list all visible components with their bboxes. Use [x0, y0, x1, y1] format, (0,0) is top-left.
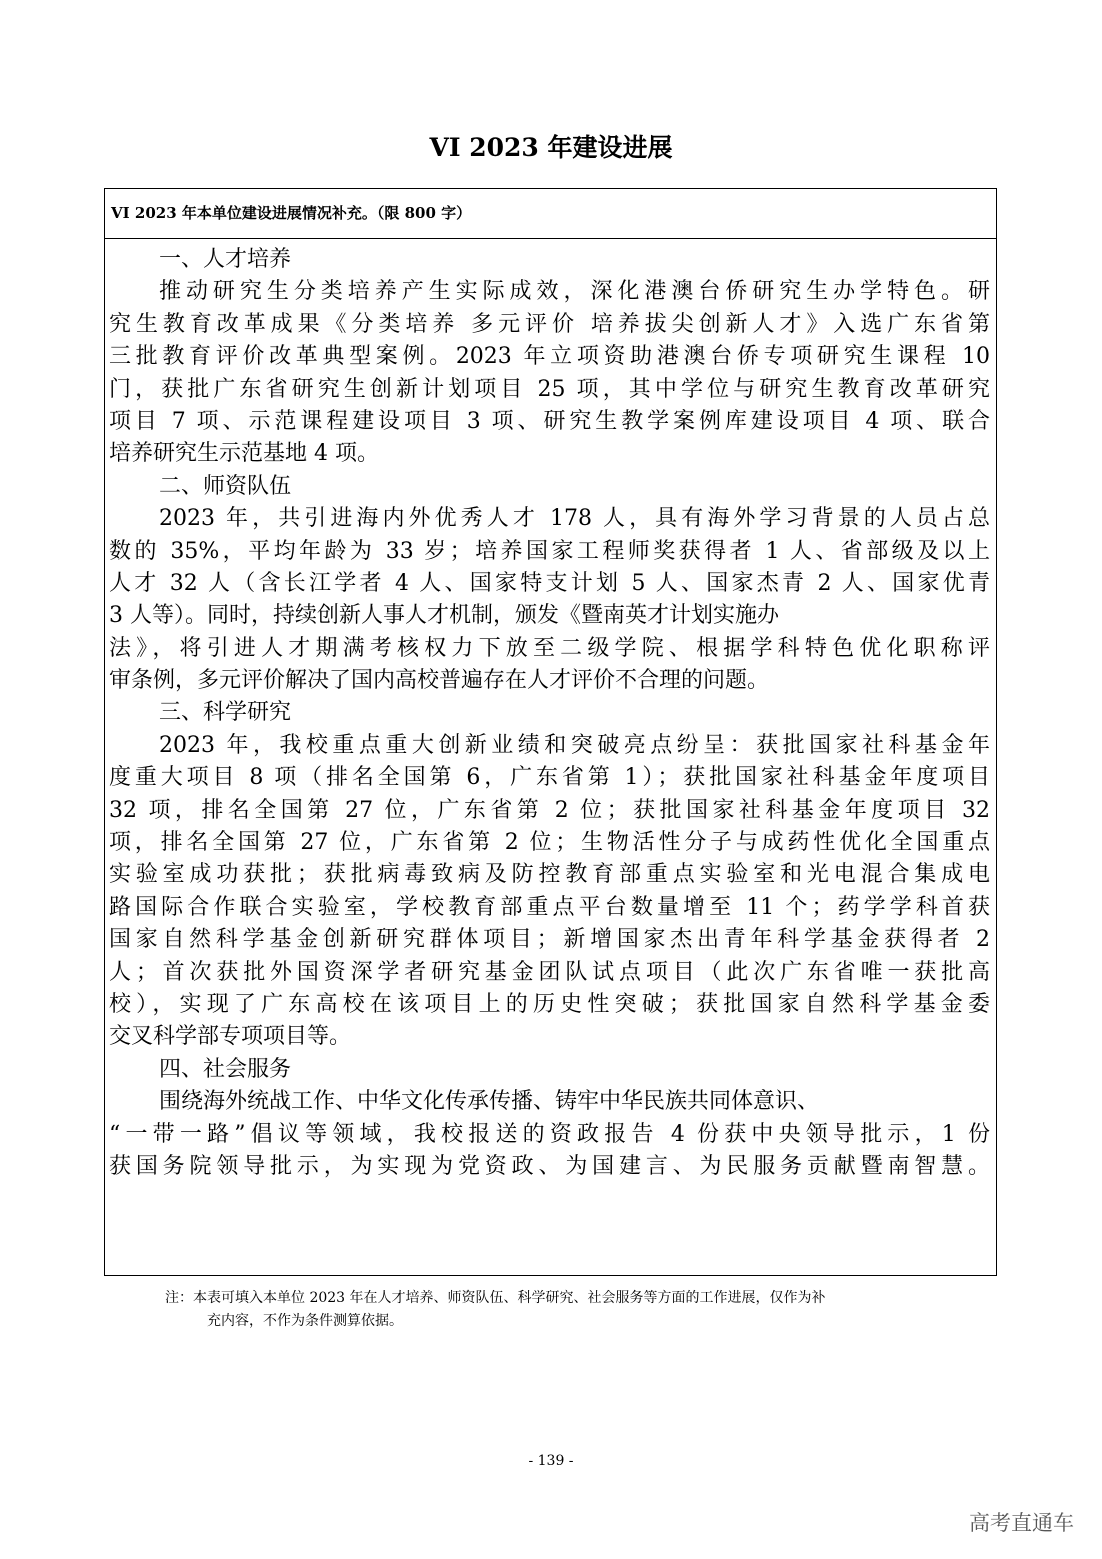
body-text-line: 数的 35%，平均年龄为 33 岁；培养国家工程师奖获得者 1 人、省部级及以上	[109, 538, 990, 564]
footnote-line-2: 充内容，不作为条件测算依据。	[207, 1313, 403, 1329]
progress-table	[104, 188, 997, 1276]
body-text-line: 围绕海外统战工作、中华文化传承传播、铸牢中华民族共同体意识、	[159, 1089, 820, 1115]
body-text-line: 推动研究生分类培养产生实际成效，深化港澳台侨研究生办学特色。研	[159, 279, 990, 305]
body-text-line: 校），实现了广东高校在该项目上的历史性突破；获批国家自然科学基金委	[109, 991, 990, 1017]
body-text-line: 项，排名全国第 27 位，广东省第 2 位；生物活性分子与成药性优化全国重点	[109, 830, 990, 856]
table-body	[105, 239, 996, 1183]
page-title: VI 2023 年建设进展	[429, 133, 673, 162]
body-text-line: 究生教育改革成果《分类培养 多元评价 培养拔尖创新人才》入选广东省第	[109, 311, 990, 337]
body-text-line: 实验室成功获批；获批病毒致病及防控教育部重点实验室和光电混合集成电	[109, 862, 990, 888]
body-text-line: 审条例，多元评价解决了国内高校普遍存在人才评价不合理的问题。	[109, 668, 770, 694]
body-text-line: 3 人等）。同时，持续创新人事人才机制，颁发《暨南英才计划实施办	[109, 603, 779, 629]
body-text-line: 获国务院领导批示，为实现为党资政、为国建言、为民服务贡献暨南智慧。	[109, 1153, 990, 1179]
body-text-line: 2023 年，我校重点重大创新业绩和突破亮点纷呈：获批国家社科基金年	[159, 732, 990, 758]
body-text-line: 32 项，排名全国第 27 位，广东省第 2 位；获批国家社科基金年度项目 32	[109, 797, 990, 823]
footnote	[165, 1287, 955, 1333]
table-header: VI 2023 年本单位建设进展情况补充。（限 800 字）	[105, 189, 996, 239]
body-text-line: 三批教育评价改革典型案例。2023 年立项资助港澳台侨专项研究生课程 10	[109, 344, 990, 370]
footnote-line-1: 注：本表可填入本单位 2023 年在人才培养、师资队伍、科学研究、社会服务等方面的工作进展，仅作为补	[165, 1290, 826, 1306]
body-text-line: 路国际合作联合实验室，学校教育部重点平台数量增至 11 个；药学学科首获	[109, 894, 990, 920]
body-text-line: 国家自然科学基金创新研究群体项目；新增国家杰出青年科学基金获得者 2	[109, 927, 990, 953]
body-text-line: 人才 32 人（含长江学者 4 人、国家特支计划 5 人、国家杰青 2 人、国家优青	[109, 570, 990, 596]
body-text-line: 培养研究生示范基地 4 项。	[109, 441, 379, 467]
body-text-line: 人；首次获批外国资深学者研究基金团队试点项目（此次广东省唯一获批高	[109, 959, 990, 985]
body-text-line: 法》，将引进人才期满考核权力下放至二级学院、根据学科特色优化职称评	[109, 635, 990, 661]
body-text-line: 2023 年，共引进海内外优秀人才 178 人，具有海外学习背景的人员占总	[159, 506, 990, 532]
body-text-line: “一带一路”倡议等领域，我校报送的资政报告 4 份获中央领导批示，1 份	[109, 1121, 990, 1147]
page-number: - 139 -	[528, 1453, 574, 1469]
body-text-line: 交叉科学部专项项目等。	[109, 1024, 352, 1050]
body-text-line: 四、社会服务	[159, 1056, 292, 1082]
body-text-line: 项目 7 项、示范课程建设项目 3 项、研究生教学案例库建设项目 4 项、联合	[109, 408, 990, 434]
body-text-line: 度重大项目 8 项（排名全国第 6，广东省第 1）；获批国家社科基金年度项目	[109, 765, 990, 791]
body-text-line: 三、科学研究	[159, 700, 292, 726]
body-text-line: 一、人才培养	[159, 247, 292, 272]
watermark-text: 高考直通车	[969, 1511, 1074, 1535]
body-text-line: 二、师资队伍	[159, 473, 292, 499]
body-text-line: 门，获批广东省研究生创新计划项目 25 项，其中学位与研究生教育改革研究	[109, 376, 990, 402]
